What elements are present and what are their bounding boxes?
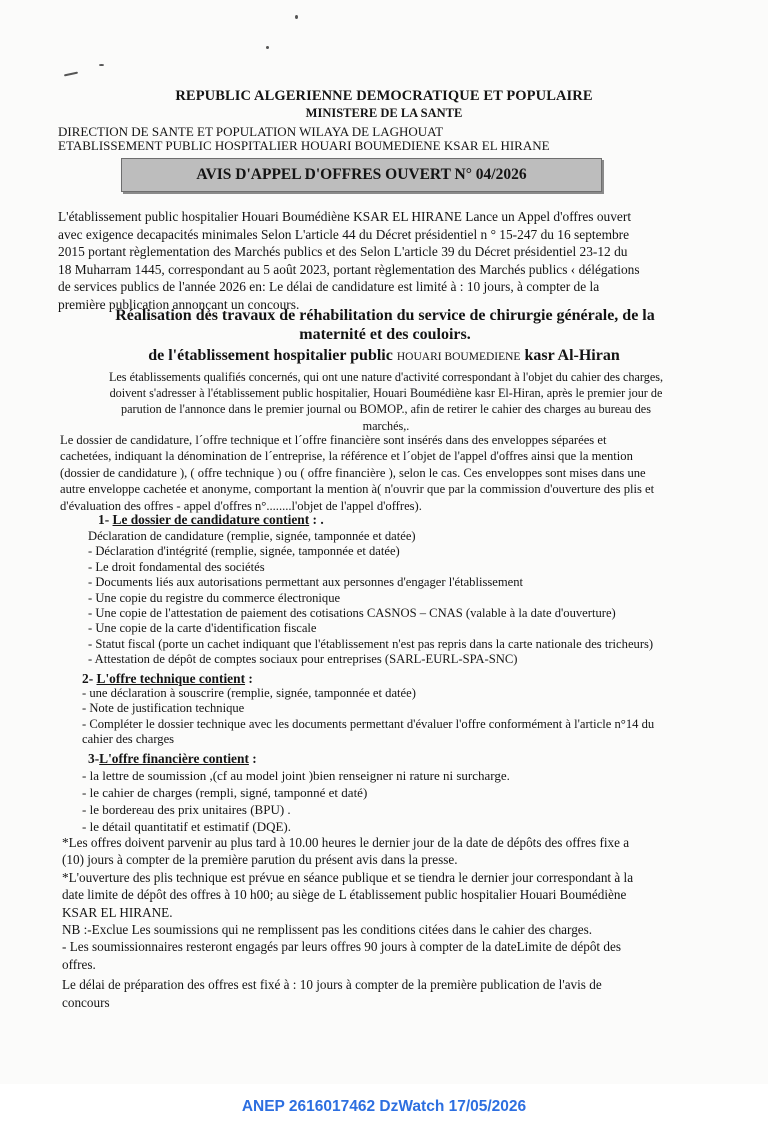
list-item: - Note de justification technique	[82, 701, 245, 716]
list-item: - Documents liés aux autorisations permettant aux personnes d'engager l'établissement	[88, 575, 524, 590]
section-number: 1-	[98, 512, 113, 527]
notice-title-box	[121, 158, 602, 192]
eligibility-line: marchés,.	[362, 418, 410, 433]
closing-line: concours	[62, 994, 110, 1010]
envelopes-paragraph	[60, 432, 710, 514]
scan-speck	[266, 46, 269, 49]
intro-line: 18 Muharram 1445, correspondant au 5 août 2023, portant règlementation des Marchés publics ‹ délégations	[58, 261, 640, 277]
list-item: - Compléter le dossier technique avec les documents permettant d'évaluer l'offre conformément à l'article n°14 du	[82, 716, 655, 731]
scan-speck	[295, 15, 298, 19]
section-candidature-heading	[98, 512, 324, 528]
establishment-name: HOUARI BOUMEDIENE	[396, 351, 521, 363]
closing-line: *Les offres doivent parvenir au plus tard à 10.00 heures le dernier jour de la date de dépôts des offres fixe a	[62, 835, 630, 850]
technique-list	[82, 686, 712, 748]
republic-heading: REPUBLIC ALGERIENNE DEMOCRATIQUE ET POPULAIRE	[175, 88, 593, 104]
subject-line: Réalisation des travaux de réhabilitation du service de chirurgie générale, de la	[115, 307, 655, 324]
intro-line: 2015 portant règlementation des Marchés publics et des Selon L'article 39 du Décret présidentiel 23-12 du	[58, 244, 628, 260]
list-item: Déclaration de candidature (remplie, signée, tamponnée et datée)	[88, 529, 416, 543]
notice-title: AVIS D'APPEL D'OFFRES OUVERT N° 04/2026	[196, 166, 527, 183]
eligibility-line: Les établissements qualifiés concernés, qui ont une nature d'activité correspondant à l'objet du cahier des charges,	[108, 370, 664, 384]
eligibility-line: parution de l'annonce dans le premier journal ou BOMOP., afin de retirer le cahier des charges au bureau des	[121, 402, 651, 417]
section-tail: : .	[309, 512, 324, 527]
list-item: - Statut fiscal (porte un cachet indiquant que l'établissement n'est pas repris dans la carte nationale des tricheurs)	[88, 636, 654, 651]
establishment-suffix: kasr Al-Hiran	[520, 347, 620, 364]
envelopes-line: (dossier de candidature ), ( offre technique ) ou ( offre financière ), selon le cas. Ces enveloppes sont mises dans une	[60, 465, 646, 480]
direction-heading: DIRECTION DE SANTE ET POPULATION WILAYA DE LAGHOUAT	[58, 124, 444, 139]
closing-line: date limite de dépôt des offres à 10 h00; au siège de L établissement public hospitalier Houari Boumédiène	[62, 887, 627, 903]
closing-line: (10) jours à compter de la première parution du présent avis dans la presse.	[62, 852, 458, 868]
list-item: - Le droit fondamental des sociétés	[88, 559, 265, 574]
closing-paragraph	[62, 834, 712, 1011]
section-title: L'offre technique contient	[96, 671, 246, 686]
closing-line: Le délai de préparation des offres est fixé à : 10 jours à compter de la première publication de l'avis de	[62, 977, 602, 993]
eligibility-paragraph	[68, 369, 704, 434]
eligibility-line: doivent s'adresser à l'établissement public hospitalier, Houari Boumédiène kasr El-Hiran, après le premier jour de	[109, 386, 663, 401]
intro-line: première publication annonçant un concours.	[58, 296, 300, 312]
section-title: L'offre financière contient	[99, 751, 249, 766]
envelopes-line: cachetées, indiquant la dénomination de l´entreprise, la référence et l´objet de l'appel d'offres ainsi que la mention	[60, 449, 633, 464]
closing-line: offres.	[62, 956, 96, 972]
closing-line: NB :-Exclue Les soumissions qui ne remplissent pas les conditions citées dans le cahier des charges.	[62, 922, 593, 938]
intro-paragraph	[58, 208, 710, 314]
list-item: - la lettre de soumission ,(cf au model joint )bien renseigner ni rature ni surcharge.	[82, 768, 510, 783]
financiere-list	[82, 767, 712, 835]
list-item: cahier des charges	[82, 732, 175, 747]
subject-line: maternité et des couloirs.	[299, 326, 471, 343]
ministry-heading: MINISTERE DE LA SANTE	[305, 106, 463, 120]
list-item: - Déclaration d'intégrité (remplie, signée, tamponnée et datée)	[88, 544, 400, 559]
intro-line: de services publics de l'année 2026 en: Le délai de candidature est limité à : 10 jours, à compter de la	[58, 279, 600, 295]
section-tail: :	[248, 751, 257, 766]
section-number: 3-	[88, 751, 100, 766]
list-item: - Attestation de dépôt de comptes sociaux pour entreprises (SARL-EURL-SPA-SNC)	[88, 652, 518, 667]
closing-line: - Les soumissionnaires resteront engagés par leurs offres 90 jours à compter de la dateLimite de dépôt des	[62, 939, 621, 955]
list-item: - Une copie de l'attestation de paiement des cotisations CASNOS – CNAS (valable à la date d'ouverture)	[88, 606, 616, 621]
candidature-list	[88, 529, 708, 668]
list-item: - Une copie du registre du commerce électronique	[88, 590, 341, 605]
list-item: - Une copie de la carte d'identification fiscale	[88, 621, 317, 636]
section-tail: :	[245, 671, 253, 686]
intro-line: avec exigence decapacités minimales Selon L'article 44 du Décret présidentiel n ° 15-247 du 16 septembre	[58, 226, 630, 242]
section-title: Le dossier de candidature contient	[112, 512, 310, 527]
establishment-line	[0, 347, 768, 365]
envelopes-line: autre enveloppe cachetée et anonyme, comportant la mention à( n'ouvrir que par la commission d'ouverture des plis et	[60, 482, 655, 497]
list-item: - le détail quantitatif et estimatif (DQE).	[82, 819, 292, 834]
envelopes-line: Le dossier de candidature, l´offre technique et l´offre financière sont insérés dans des enveloppes séparées et	[60, 433, 607, 447]
establishment-prefix: de l'établissement hospitalier public	[148, 347, 397, 364]
section-technique-heading	[82, 671, 253, 687]
envelopes-line: d'évaluation des offres - appel d'offres n°........l'objet de l'appel d'offres).	[60, 498, 422, 513]
list-item: - le bordereau des prix unitaires (BPU) .	[82, 802, 291, 817]
closing-line: KSAR EL HIRANE.	[62, 904, 173, 920]
closing-line: *L'ouverture des plis technique est prévue en séance publique et se tiendra le dernier jour correspondant à la	[62, 869, 634, 885]
intro-line: L'établissement public hospitalier Houari Boumédiène KSAR EL HIRANE Lance un Appel d'offres ouvert	[58, 209, 632, 224]
list-item: - le cahier de charges (rempli, signé, tamponné et daté)	[82, 785, 368, 800]
scan-speck	[64, 72, 78, 77]
anep-reference: ANEP 2616017462 DzWatch 17/05/2026	[241, 1098, 527, 1115]
section-financiere-heading	[88, 751, 257, 767]
scan-speck	[99, 64, 104, 66]
establishment-heading: ETABLISSEMENT PUBLIC HOSPITALIER HOUARI BOUMEDIENE KSAR EL HIRANE	[58, 138, 550, 153]
list-item: - une déclaration à souscrire (remplie, signée, tamponnée et datée)	[82, 686, 416, 700]
section-number: 2-	[82, 671, 97, 686]
project-subject	[60, 306, 710, 344]
